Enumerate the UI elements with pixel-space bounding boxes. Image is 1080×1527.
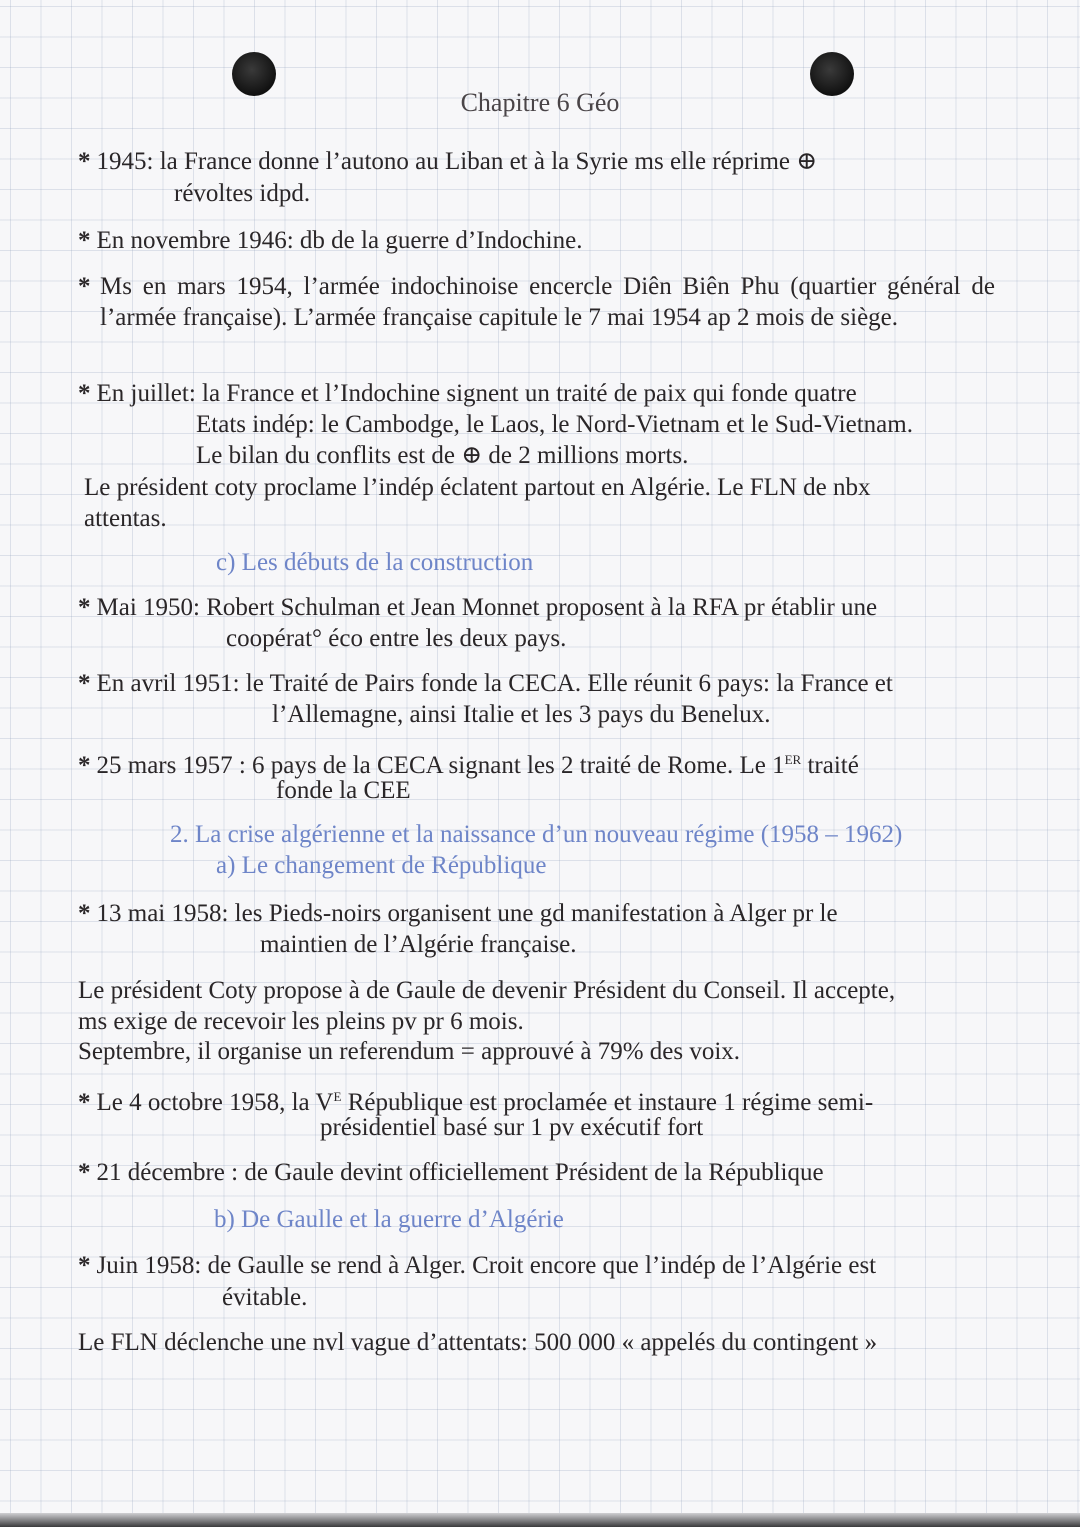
section-heading: a) Le changement de République [216,852,547,879]
text-line: présidentiel basé sur 1 pv exécutif fort [320,1114,704,1141]
text-line [78,146,817,177]
bullet: * [78,1252,91,1279]
bullet: * [78,900,91,927]
bullet: * [78,594,91,621]
bullet: * [78,1089,91,1116]
text: En juillet: la France et l’Indochine signent un traité de paix qui fonde quatre [96,380,857,407]
text-line [78,1250,876,1281]
text: En avril 1951: le Traité de Pairs fonde la CECA. Elle réunit 6 pays: la France et [96,670,893,697]
page-title: Chapitre 6 Géo [460,88,620,117]
text: En novembre 1946: db de la guerre d’Indochine. [96,227,583,254]
text: Le 4 octobre 1958, la V [96,1089,334,1116]
text-line [78,592,877,623]
text: République est proclamée et instaure 1 régime semi- [341,1089,874,1116]
text-line [78,668,893,699]
bullet: * [78,1159,91,1186]
text: Mai 1950: Robert Schulman et Jean Monnet proposent à la RFA pr établir une [96,594,878,621]
section-heading: c) Les débuts de la construction [216,549,534,576]
text-line: Le bilan du conflits est de ⊕ de 2 millions morts. [196,442,689,469]
text: 21 décembre : de Gaule devint officiellement Président de la République [96,1159,824,1186]
section-heading: 2. La crise algérienne et la naissance d’un nouveau régime (1958 – 1962) [170,821,903,848]
superscript: E [333,1089,342,1104]
text: 1945: la France donne l’autono au Liban et à la Syrie ms elle réprime ⊕ [96,148,818,175]
text-line: maintien de l’Algérie française. [260,931,577,958]
text-line: Etats indép: le Cambodge, le Laos, le Nord-Vietnam et le Sud-Vietnam. [196,411,913,438]
text-line: ms exige de recevoir les pleins pv pr 6 mois. [78,1008,524,1035]
bullet: * [78,227,91,254]
bullet: * [78,380,91,407]
text-line: fonde la CEE [276,777,411,804]
text-line: attentas. [84,505,167,532]
bullet: * [78,670,91,697]
text-line: coopérat° éco entre les deux pays. [226,625,567,652]
text-line [78,898,838,929]
text: Juin 1958: de Gaulle se rend à Alger. Croit encore que l’indép de l’Algérie est [96,1252,877,1279]
text-line: révoltes idpd. [174,180,311,207]
text-line: évitable. [222,1284,308,1311]
bullet: * [78,752,91,779]
text-line [78,271,97,302]
text-line [78,225,582,256]
text-line [78,1157,824,1188]
bullet: * [78,148,91,175]
paragraph: Ms en mars 1954, l’armée indochinoise encercle Diên Biên Phu (quartier général de l’armée française). L’armée française capitule le 7 mai 1954 ap 2 mois de siège. [100,273,995,331]
section-heading: b) De Gaulle et la guerre d’Algérie [214,1206,564,1233]
text-line: Septembre, il organise un referendum = approuvé à 79% des voix. [78,1038,741,1065]
text-line: Le président coty proclame l’indép éclatent partout en Algérie. Le FLN de nbx [84,474,871,501]
bullet: * [78,273,91,300]
text-line: Le FLN déclenche une nvl vague d’attentats: 500 000 « appelés du contingent » [78,1329,878,1356]
text-line: Le président Coty propose à de Gaule de devenir Président du Conseil. Il accepte, [78,977,896,1004]
superscript: ER [784,752,802,767]
text-line: l’Allemagne, ainsi Italie et les 3 pays du Benelux. [272,701,771,728]
text-line [78,744,859,781]
text: 13 mai 1958: les Pieds-noirs organisent une gd manifestation à Alger pr le [96,900,838,927]
text-line [78,378,857,409]
text: traité [801,752,859,779]
text: 25 mars 1957 : 6 pays de la CECA signant les 2 traité de Rome. Le 1 [96,752,785,779]
